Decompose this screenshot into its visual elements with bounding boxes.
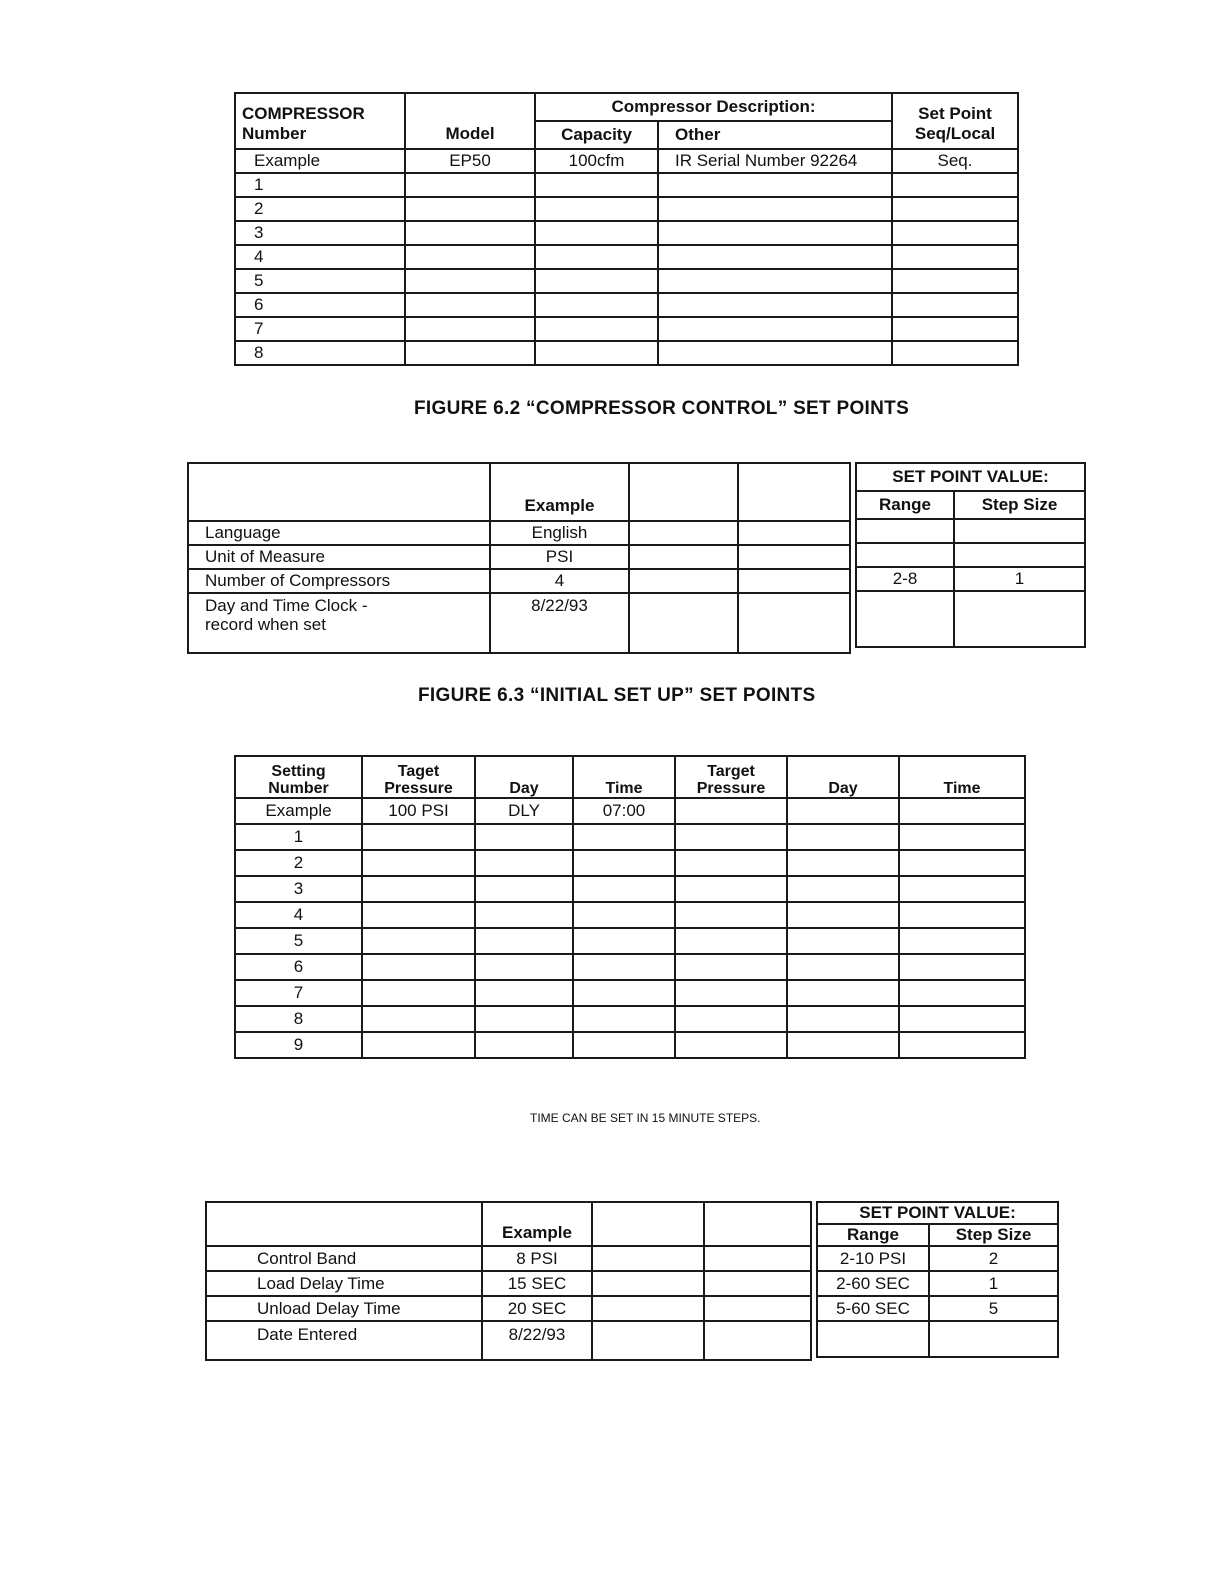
capacity-cell[interactable]: [535, 269, 658, 293]
range-header: Range: [817, 1224, 929, 1246]
entry-cell[interactable]: [899, 928, 1025, 954]
example-header: Example: [490, 463, 629, 521]
entry-cell[interactable]: [475, 902, 573, 928]
table-row: [235, 149, 1018, 173]
table-row: [206, 1296, 811, 1321]
control-band-table: [205, 1201, 812, 1361]
table-row: [235, 341, 1018, 365]
model-cell[interactable]: [405, 221, 535, 245]
entry-cell[interactable]: [573, 928, 675, 954]
entry-cell[interactable]: [629, 545, 738, 569]
example-capacity: 100cfm: [535, 149, 658, 173]
table-row: [856, 519, 1085, 543]
entry-cell[interactable]: [787, 1006, 899, 1032]
range-cell: 5-60 SEC: [817, 1296, 929, 1321]
entry-cell[interactable]: [704, 1271, 811, 1296]
table-row: [235, 197, 1018, 221]
entry-cell[interactable]: [675, 980, 787, 1006]
entry-cell[interactable]: [475, 954, 573, 980]
model-header: Model: [405, 93, 535, 149]
label-header: [206, 1202, 482, 1246]
row-example: 15 SEC: [482, 1271, 592, 1296]
range-cell: [817, 1321, 929, 1357]
other-cell[interactable]: [658, 269, 892, 293]
entry-cell[interactable]: [573, 876, 675, 902]
entry-cell[interactable]: [629, 569, 738, 593]
entry-cell[interactable]: [738, 569, 850, 593]
row-number: 3: [235, 876, 362, 902]
row-label: Date Entered: [206, 1321, 482, 1360]
entry-cell[interactable]: [573, 902, 675, 928]
pressure-schedule-table: [234, 755, 1026, 1059]
entry-cell[interactable]: [787, 928, 899, 954]
entry-cell[interactable]: [573, 954, 675, 980]
row-label: Load Delay Time: [206, 1271, 482, 1296]
entry-cell[interactable]: [573, 1006, 675, 1032]
other-cell[interactable]: [658, 173, 892, 197]
table-row: [235, 824, 1025, 850]
entry-cell[interactable]: [899, 954, 1025, 980]
day-header-2: Day: [787, 756, 899, 798]
step-cell: 5: [929, 1296, 1058, 1321]
row-number: 2: [235, 850, 362, 876]
setpoint-cell[interactable]: [892, 341, 1018, 365]
range-cell: [856, 591, 954, 647]
other-cell[interactable]: [658, 317, 892, 341]
other-cell[interactable]: [658, 197, 892, 221]
setpoint-cell[interactable]: [892, 245, 1018, 269]
setpoint-cell[interactable]: [892, 197, 1018, 221]
entry-cell[interactable]: [899, 850, 1025, 876]
table-row: [235, 902, 1025, 928]
step-cell: [954, 591, 1085, 647]
table-row: [188, 521, 850, 545]
entry-cell[interactable]: [362, 902, 475, 928]
entry-cell[interactable]: [675, 824, 787, 850]
row-example: 8/22/93: [482, 1321, 592, 1360]
entry-cell[interactable]: [362, 850, 475, 876]
example-model: EP50: [405, 149, 535, 173]
step-cell: [929, 1321, 1058, 1357]
entry-cell[interactable]: [573, 824, 675, 850]
entry-cell[interactable]: [787, 1032, 899, 1058]
table-row: [817, 1321, 1058, 1357]
compressor-description-header: Compressor Description:: [535, 93, 892, 121]
label-header: [188, 463, 490, 521]
step-cell: 1: [954, 567, 1085, 591]
entry-cell[interactable]: [704, 1296, 811, 1321]
entry-cell[interactable]: [899, 980, 1025, 1006]
figure-6-2-caption: FIGURE 6.2 “COMPRESSOR CONTROL” SET POINTS: [414, 398, 910, 419]
entry-cell[interactable]: [675, 902, 787, 928]
model-cell[interactable]: [405, 197, 535, 221]
model-cell[interactable]: [405, 269, 535, 293]
other-cell[interactable]: [658, 341, 892, 365]
setpoint-cell[interactable]: [892, 221, 1018, 245]
capacity-cell[interactable]: [535, 245, 658, 269]
model-cell[interactable]: [405, 245, 535, 269]
entry-cell[interactable]: [787, 902, 899, 928]
model-cell[interactable]: [405, 317, 535, 341]
step-size-header: Step Size: [929, 1224, 1058, 1246]
entry-cell[interactable]: [592, 1296, 704, 1321]
example-other: IR Serial Number 92264: [658, 149, 892, 173]
row-number: 7: [235, 317, 405, 341]
row-label: Day and Time Clock - record when set: [188, 593, 490, 653]
initial-setup-setpoint-table: [855, 462, 1086, 648]
setpoint-cell[interactable]: [892, 293, 1018, 317]
table-row: [206, 1271, 811, 1296]
initial-setup-table: [187, 462, 851, 654]
table-row: [206, 1246, 811, 1271]
row-number: 5: [235, 928, 362, 954]
entry-cell[interactable]: [704, 1321, 811, 1360]
row-example: 8 PSI: [482, 1246, 592, 1271]
row-example: PSI: [490, 545, 629, 569]
table-row: [235, 980, 1025, 1006]
entry-cell[interactable]: [675, 1032, 787, 1058]
table-row: [188, 545, 850, 569]
entry-cell[interactable]: [787, 850, 899, 876]
entry-cell[interactable]: [629, 521, 738, 545]
entry-cell[interactable]: [573, 850, 675, 876]
model-cell[interactable]: [405, 293, 535, 317]
setpoint-value-header: SET POINT VALUE:: [817, 1202, 1058, 1224]
example-day: DLY: [475, 798, 573, 824]
entry-cell[interactable]: [899, 824, 1025, 850]
table-row: [856, 591, 1085, 647]
row-number: 6: [235, 293, 405, 317]
table-row: [235, 954, 1025, 980]
day-header: Day: [475, 756, 573, 798]
row-label: Number of Compressors: [188, 569, 490, 593]
table-row: [235, 269, 1018, 293]
compressor-number-header: COMPRESSOR Number: [235, 93, 405, 149]
table-row: [188, 569, 850, 593]
entry-cell[interactable]: [675, 798, 787, 824]
entry-cell[interactable]: [592, 1246, 704, 1271]
taget-pressure-header: Taget Pressure: [362, 756, 475, 798]
example-time: 07:00: [573, 798, 675, 824]
entry-cell[interactable]: [899, 798, 1025, 824]
row-number: 3: [235, 221, 405, 245]
entry-cell[interactable]: [787, 954, 899, 980]
entry-header-1: [629, 463, 738, 521]
table-row: [206, 1321, 811, 1360]
row-number: 1: [235, 824, 362, 850]
table-row: [235, 876, 1025, 902]
entry-cell[interactable]: [704, 1246, 811, 1271]
entry-cell[interactable]: [787, 798, 899, 824]
range-cell: 2-8: [856, 567, 954, 591]
entry-cell[interactable]: [573, 980, 675, 1006]
other-cell[interactable]: [658, 245, 892, 269]
entry-cell[interactable]: [592, 1321, 704, 1360]
entry-cell[interactable]: [738, 545, 850, 569]
range-cell: 2-60 SEC: [817, 1271, 929, 1296]
entry-cell[interactable]: [362, 1006, 475, 1032]
time-header: Time: [573, 756, 675, 798]
entry-header-2: [704, 1202, 811, 1246]
row-number: 1: [235, 173, 405, 197]
entry-cell[interactable]: [738, 593, 850, 653]
step-cell: 1: [929, 1271, 1058, 1296]
capacity-cell[interactable]: [535, 317, 658, 341]
example-label: Example: [235, 149, 405, 173]
row-number: 5: [235, 269, 405, 293]
entry-cell[interactable]: [899, 876, 1025, 902]
entry-cell[interactable]: [475, 1006, 573, 1032]
table-row: [235, 1006, 1025, 1032]
other-cell[interactable]: [658, 293, 892, 317]
table-row: [235, 1032, 1025, 1058]
entry-cell[interactable]: [899, 1006, 1025, 1032]
step-cell: 2: [929, 1246, 1058, 1271]
entry-cell[interactable]: [573, 1032, 675, 1058]
table-row: [235, 317, 1018, 341]
row-number: 9: [235, 1032, 362, 1058]
row-number: 4: [235, 902, 362, 928]
setpoint-cell[interactable]: [892, 269, 1018, 293]
table-row: [235, 293, 1018, 317]
range-cell: [856, 543, 954, 567]
entry-cell[interactable]: [475, 876, 573, 902]
time-header-2: Time: [899, 756, 1025, 798]
table-row: [856, 567, 1085, 591]
target-pressure-header: Target Pressure: [675, 756, 787, 798]
row-example: 20 SEC: [482, 1296, 592, 1321]
setting-number-header: Setting Number: [235, 756, 362, 798]
entry-cell[interactable]: [475, 1032, 573, 1058]
range-header: Range: [856, 491, 954, 519]
other-cell[interactable]: [658, 221, 892, 245]
figure-6-3-caption: FIGURE 6.3 “INITIAL SET UP” SET POINTS: [418, 685, 816, 706]
entry-header-2: [738, 463, 850, 521]
setpoint-cell[interactable]: [892, 317, 1018, 341]
example-setpoint: Seq.: [892, 149, 1018, 173]
row-label: Unit of Measure: [188, 545, 490, 569]
entry-cell[interactable]: [362, 1032, 475, 1058]
entry-cell[interactable]: [362, 824, 475, 850]
row-number: 8: [235, 341, 405, 365]
entry-cell[interactable]: [787, 824, 899, 850]
capacity-cell[interactable]: [535, 293, 658, 317]
example-header: Example: [482, 1202, 592, 1246]
entry-cell[interactable]: [675, 954, 787, 980]
table-row: [817, 1271, 1058, 1296]
row-number: 6: [235, 954, 362, 980]
range-cell: 2-10 PSI: [817, 1246, 929, 1271]
capacity-cell[interactable]: [535, 341, 658, 365]
table-row: [235, 798, 1025, 824]
entry-cell[interactable]: [362, 954, 475, 980]
table-row: [188, 593, 850, 653]
row-example: English: [490, 521, 629, 545]
entry-cell[interactable]: [675, 850, 787, 876]
row-number: 2: [235, 197, 405, 221]
row-number: 8: [235, 1006, 362, 1032]
control-band-setpoint-table: [816, 1201, 1059, 1358]
table-row: [235, 850, 1025, 876]
entry-header-1: [592, 1202, 704, 1246]
capacity-header: Capacity: [535, 121, 658, 149]
model-cell[interactable]: [405, 173, 535, 197]
row-label: Unload Delay Time: [206, 1296, 482, 1321]
entry-cell[interactable]: [592, 1271, 704, 1296]
capacity-cell[interactable]: [535, 197, 658, 221]
row-number: 7: [235, 980, 362, 1006]
row-number: 4: [235, 245, 405, 269]
setpoint-cell[interactable]: [892, 173, 1018, 197]
entry-cell[interactable]: [899, 902, 1025, 928]
compressor-control-table: [234, 92, 1019, 366]
entry-cell[interactable]: [675, 876, 787, 902]
example-pressure: 100 PSI: [362, 798, 475, 824]
table-row: [856, 543, 1085, 567]
step-size-header: Step Size: [954, 491, 1085, 519]
entry-cell[interactable]: [738, 521, 850, 545]
entry-cell[interactable]: [787, 876, 899, 902]
row-example: 4: [490, 569, 629, 593]
row-label: Language: [188, 521, 490, 545]
table-row: [817, 1246, 1058, 1271]
model-cell[interactable]: [405, 341, 535, 365]
entry-cell[interactable]: [629, 593, 738, 653]
range-cell: [856, 519, 954, 543]
capacity-cell[interactable]: [535, 173, 658, 197]
entry-cell[interactable]: [675, 1006, 787, 1032]
other-header: Other: [658, 121, 892, 149]
entry-cell[interactable]: [787, 980, 899, 1006]
example-label: Example: [235, 798, 362, 824]
step-cell: [954, 543, 1085, 567]
row-example: 8/22/93: [490, 593, 629, 653]
table-row: [817, 1296, 1058, 1321]
entry-cell[interactable]: [362, 928, 475, 954]
entry-cell[interactable]: [475, 824, 573, 850]
entry-cell[interactable]: [362, 980, 475, 1006]
entry-cell[interactable]: [475, 980, 573, 1006]
table-row: [235, 221, 1018, 245]
entry-cell[interactable]: [899, 1032, 1025, 1058]
capacity-cell[interactable]: [535, 221, 658, 245]
entry-cell[interactable]: [675, 928, 787, 954]
set-point-header: Set Point Seq/Local: [892, 93, 1018, 149]
entry-cell[interactable]: [475, 928, 573, 954]
table-row: [235, 173, 1018, 197]
table-row: [235, 928, 1025, 954]
entry-cell[interactable]: [475, 850, 573, 876]
time-step-note: TIME CAN BE SET IN 15 MINUTE STEPS.: [530, 1111, 761, 1125]
entry-cell[interactable]: [362, 876, 475, 902]
step-cell: [954, 519, 1085, 543]
setpoint-value-header: SET POINT VALUE:: [856, 463, 1085, 491]
row-label: Control Band: [206, 1246, 482, 1271]
table-row: [235, 245, 1018, 269]
